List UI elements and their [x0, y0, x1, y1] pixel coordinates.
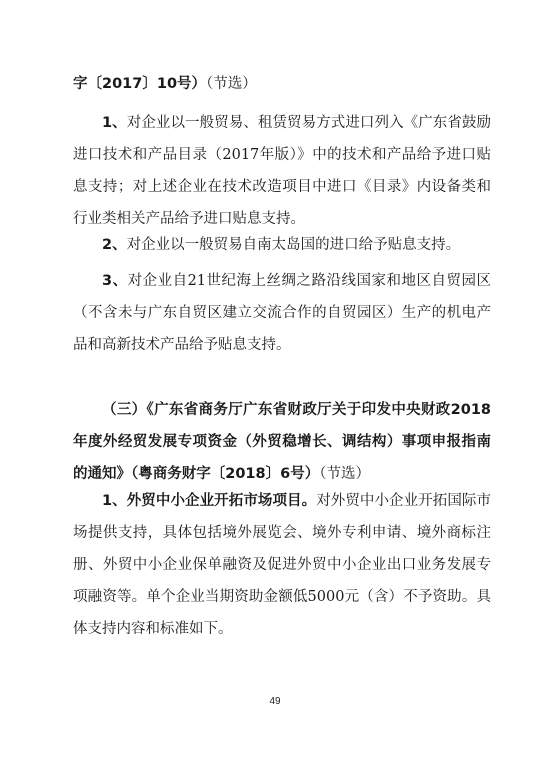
doc-ref-bold: 字〔2017〕10号）: [73, 76, 207, 92]
item-text: 对企业以一般贸易、租赁贸易方式进口列入《广东省鼓励进口技术和产品目录（2017年版）》中的技术和产品给予进口贴息支持；对上述企业在技术改造项目中进口《目录》内设备类和行业类相关产品给予进口贴息支持。: [73, 115, 492, 227]
paragraph-item-3: [73, 265, 491, 361]
project-text: 对外贸中小企业开拓国际市场提供支持，具体包括境外展览会、境外专利申请、境外商标注册、外贸中小企业保单融资及促进外贸中小企业出口业务发展专项融资等。单个企业当期资助金额低5000元（含）不予资助。具体支持内容和标准如下。: [73, 493, 491, 637]
paragraph-item-1: [73, 107, 491, 235]
item-number: 3、: [102, 273, 128, 289]
paragraph-item-2: [73, 229, 491, 261]
project-title: 1、外贸中小企业开拓市场项目。: [102, 493, 317, 509]
paragraph-project-1: [73, 485, 491, 645]
section-heading: [73, 394, 491, 490]
item-number: 1、: [102, 115, 127, 131]
paragraph-doc-ref: [73, 68, 491, 100]
section-title: （三）《广东省商务厅广东省财政厅关于印发中央财政2018年度外经贸发展专项资金（外贸稳增长、调结构）事项申报指南的通知》（粤商务财字〔2018〕6号）: [73, 402, 491, 482]
item-text: 对企业自21世纪海上丝绸之路沿线国家和地区自贸园区（不含未与广东自贸区建立交流合作的自贸园区）生产的机电产品和高新技术产品给予贴息支持。: [73, 273, 491, 353]
excerpt-note: （节选）: [206, 76, 257, 92]
item-text: 对企业以一般贸易自南太岛国的进口给予贴息支持。: [126, 237, 461, 253]
excerpt-note: （节选）: [319, 466, 370, 482]
page-number: 49: [269, 696, 281, 707]
item-number: 2、: [102, 237, 127, 253]
